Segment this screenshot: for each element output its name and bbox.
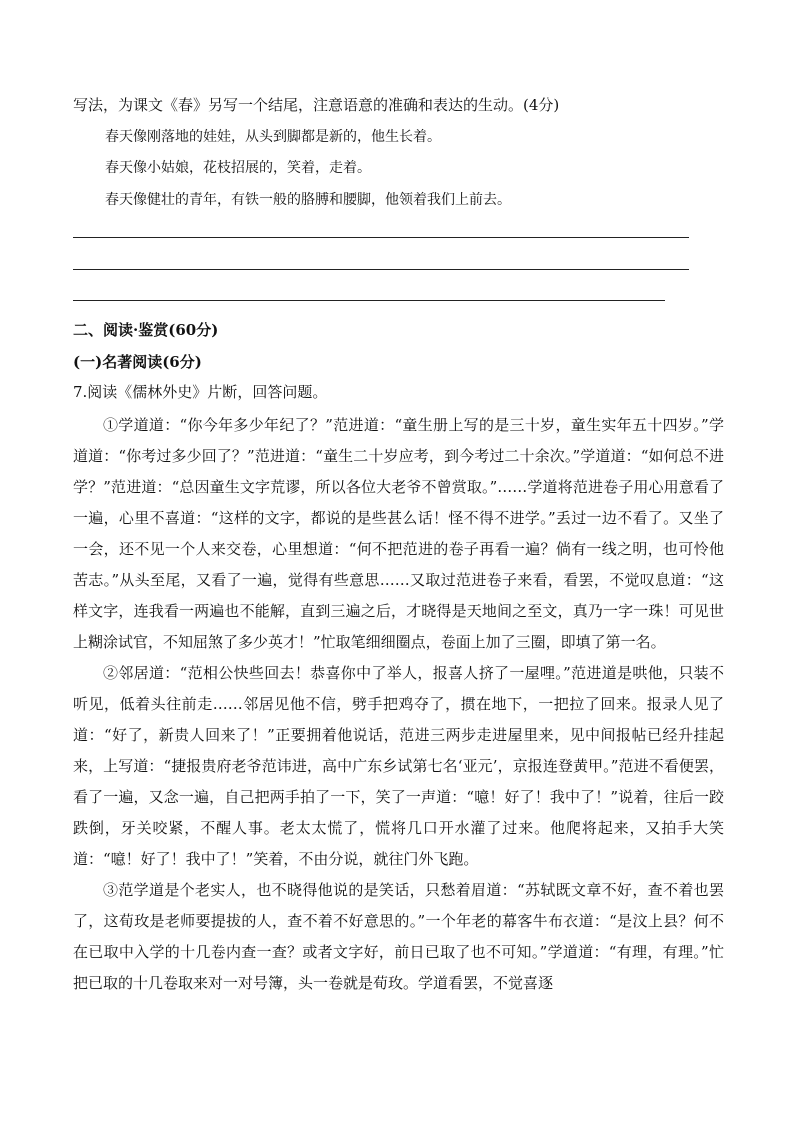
passage-paragraph-1: ①学道道：“你今年多少年纪了？”范进道：“童生册上写的是三十岁，童生实年五十四岁。”学道道：“你考过多少回了？”范进道：“童生二十岁应考，到今考过二十余次。”学道道：“如何总不进学？”范进道：“总因童生文字荒谬，所以各位大老爷不曾赏取。”……学道将范进卷子用心用意看了一遍，心里不喜道：“这样的文字，都说的是些甚么话！怪不得不进学。”丢过一边不看了。又坐了一会，还不见一个人来交卷，心里想道：“何不把范进的卷子再看一遍？倘有一线之明，也可怜他苦志。”从头至尾，又看了一遍，觉得有些意思……又取过范进卷子来看，看罢，不觉叹息道：“这样文字，连我看一两遍也不能解，直到三遍之后，才晓得是天地间之至文，真乃一字一珠！可见世上糊涂试官，不知屈煞了多少英才！”忙取笔细细圈点，卷面上加了三圈，即填了第一名。 [73,416,724,651]
answer-line-3 [73,300,665,301]
passage-paragraph-3: ③范学道是个老实人，也不晓得他说的是笑话，只愁着眉道：“苏轼既文章不好，查不着也罢了，这荀玫是老师要提拔的人，查不着不好意思的。”一个年老的幕客牛布衣道：“是汶上县？何不在已取中入学的十几卷内查一查？或者文字好，前日已取了也不可知。”学道道：“有理，有理。”忙把已取的十几卷取来对一对号簿，头一卷就是荀玫。学道看罢，不觉喜逐 [73,881,724,992]
question-prompt: 7.阅读《儒林外史》片断，回答问题。 [73,383,328,401]
passage-paragraph-2: ②邻居道：“范相公快些回去！恭喜你中了举人，报喜人挤了一屋哩。”范进道是哄他，只装不听见，低着头往前走……邻居见他不信，劈手把鸡夺了，掼在地下，一把拉了回来。报录人见了道：“好了，新贵人回来了！”正要拥着他说话，范进三两步走进屋里来，见中间报帖已经升挂起来，上写道：“捷报贵府老爷范讳进，高中广东乡试第七名‘亚元’，京报连登黄甲。”范进不看便罢，看了一遍，又念一遍，自己把两手拍了一下，笑了一声道：“噫！好了！我中了！”说着，往后一跤跌倒，牙关咬紧，不醒人事。老太太慌了，慌将几口开水灌了过来。他爬将起来，又拍手大笑道：“噫！好了！我中了！”笑着，不由分说，就往门外飞跑。 [73,664,724,868]
writing-task-instruction: 写法，为课文《春》另写一个结尾，注意语意的准确和表达的生动。(4分) [73,96,560,114]
section-heading: 二、阅读·鉴赏(60分) [73,321,219,339]
example-sentence-2: 春天像小姑娘，花枝招展的，笑着，走着。 [105,160,371,176]
answer-line-2 [73,269,689,270]
sub-section-heading: (一)名著阅读(6分) [73,353,202,371]
reading-passage [73,410,724,999]
example-sentence-3: 春天像健壮的青年，有铁一般的胳膊和腰脚，他领着我们上前去。 [105,192,511,208]
answer-line-1 [73,237,689,238]
example-sentence-1: 春天像刚落地的娃娃，从头到脚都是新的，他生长着。 [105,129,441,145]
